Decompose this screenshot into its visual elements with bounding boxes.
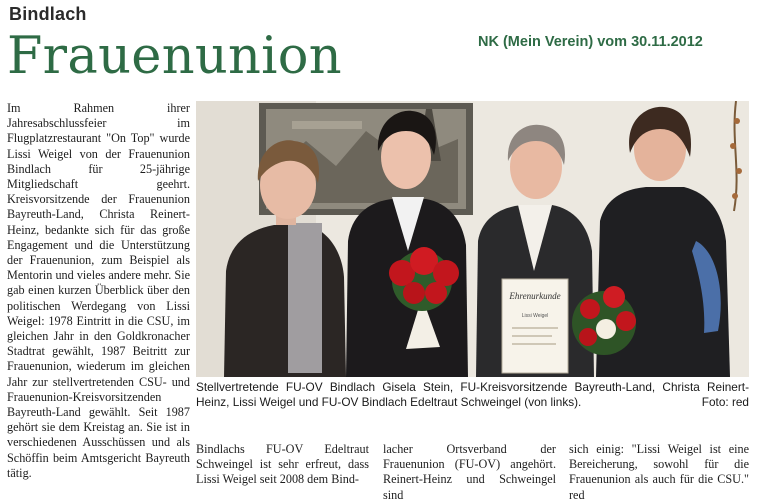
caption-text: Stellvertretende FU-OV Bindlach Gisela Stein, FU-Kreisvorsitzende Bayreuth-Land, Christa Reinert-Heinz, Lissi Weigel und FU-OV Bindlach Edeltraut Schweingel (von links). [196,380,749,409]
honor-certificate [502,279,568,373]
article-body-column-2: lacher Ortsverband der Frauenunion (FU-OV) angehört. Reinert-Heinz und Schweingel sind [383,442,556,502]
article-photo [196,101,749,377]
photo-credit: Foto: red [701,395,749,409]
article-body-column-3: sich einig: "Lissi Weigel ist eine Bereicherung, sowohl für die Frauenunion als auch für die CSU." red [569,442,749,502]
article-intro-column: Im Rahmen ihrer Jahresabschlussfeier im Flugplatzrestaurant "On Top" wurde Lissi Weigel von der Frauenunion Bindlach für 25-jährige Mitgliedschaft geehrt. Kreisvorsitzende der Frauenunion Bayreuth-Land, Christa Reinert-Heinz, bedankte sich für das große Engagement und die Unterstützung der Frauenunion, zum Beispiel als Mentorin und vieles andere mehr. Sie gab einen kurzen Überblick über den politischen Werdegang von Lissi Weigel: 1978 Eintritt in die CSU, im gleichen Jahr in den Goldkronacher Stadtrat gewählt, 1987 Beitritt zur Frauenunion, wiederum im gleichen Jahr zur stellvertretenden CSU- und Frauenunion-Kreisvorsitzenden Bayreuth-Land gewählt. Seit 1987 gehört sie dem Kreistag an. Sie ist in verschiedenen Ausschüssen und als Schöffin beim Amtsgericht Bayreuth tätig. [7,101,190,480]
photo-caption [196,380,749,410]
article-headline: Frauenunion [7,27,342,86]
article-body-column-1: Bindlachs FU-OV Edeltraut Schweingel ist sehr erfreut, dass Lissi Weigel seit 2008 dem Bind- [196,442,369,487]
certificate-title: Ehrenurkunde [509,291,561,301]
certificate-name: Lissi Weigel [521,313,549,319]
article-kicker: Bindlach [9,4,87,24]
source-line: NK (Mein Verein) vom 30.11.2012 [478,34,703,50]
group-photo-illustration [196,101,749,377]
